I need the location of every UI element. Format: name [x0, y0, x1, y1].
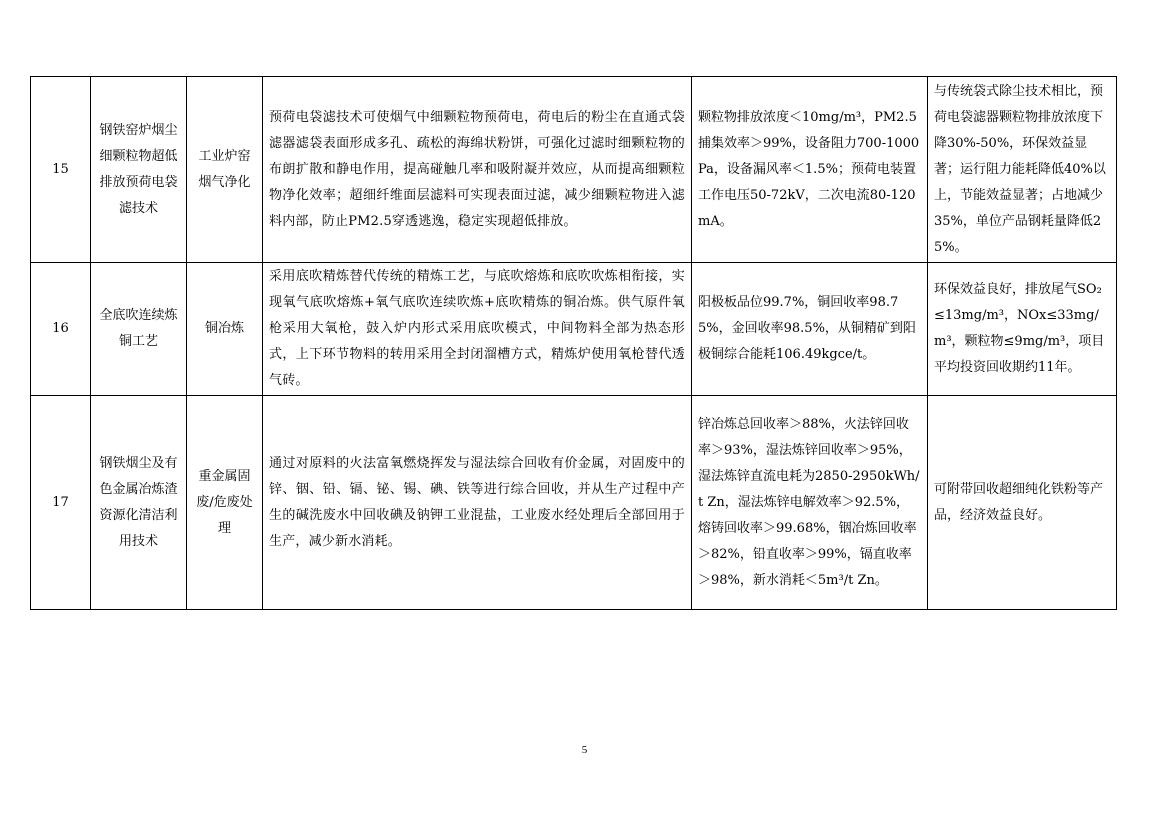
- technical-indicators: 锌冶炼总回收率＞88%，火法锌回收率＞93%，湿法炼锌回收率＞95%，湿法炼锌直流电耗为2850-2950kWh/t Zn，湿法炼锌电解效率＞92.5%，熔铸回收率＞99.68%，铟冶炼回收率＞82%，铅直收率＞99%，镉直收率＞98%，新水消耗＜5m³/t Zn。: [692, 396, 928, 610]
- technology-description: 通过对原料的火法富氧燃烧挥发与湿法综合回收有价金属，对固废中的锌、铟、铅、镉、铋、锡、碘、铁等进行综合回收，并从生产过程中产生的碱洗废水中回收碘及钠钾工业混盐，工业废水经处理后全部回用于生产，减少新水消耗。: [263, 396, 692, 610]
- benefits: 可附带回收超细纯化铁粉等产品，经济效益良好。: [928, 396, 1117, 610]
- industry-category: 工业炉窑烟气净化: [187, 77, 263, 263]
- technology-description: 采用底吹精炼替代传统的精炼工艺，与底吹熔炼和底吹吹炼相衔接，实现氧气底吹熔炼+氧气底吹连续吹炼+底吹精炼的铜冶炼。供气原件氧枪采用大氧枪，鼓入炉内形式采用底吹模式，中间物料全部为热态形式，上下环节物料的转用采用全封闭溜槽方式，精炼炉使用氧枪替代透气砖。: [263, 263, 692, 396]
- technical-indicators: 颗粒物排放浓度＜10mg/m³，PM2.5捕集效率＞99%，设备阻力700-1000Pa，设备漏风率＜1.5%；预荷电装置工作电压50-72kV，二次电流80-120mA。: [692, 77, 928, 263]
- table-row: [31, 396, 1117, 610]
- row-number: 15: [31, 77, 91, 263]
- technology-description: 预荷电袋滤技术可使烟气中细颗粒物预荷电，荷电后的粉尘在直通式袋滤器滤袋表面形成多孔、疏松的海绵状粉饼，可强化过滤时细颗粒物的布朗扩散和静电作用，提高碰触几率和吸附凝并效应，从而提高细颗粒物净化效率；超细纤维面层滤料可实现表面过滤，减少细颗粒物进入滤料内部，防止PM2.5穿透逃逸，稳定实现超低排放。: [263, 77, 692, 263]
- table-row: [31, 263, 1117, 396]
- row-number: 17: [31, 396, 91, 610]
- industry-category: 铜冶炼: [187, 263, 263, 396]
- technology-name: 钢铁窑炉烟尘细颗粒物超低排放预荷电袋滤技术: [91, 77, 187, 263]
- row-number: 16: [31, 263, 91, 396]
- technical-indicators: 阳极板品位99.7%，铜回收率98.75%，金回收率98.5%，从铜精矿到阳极铜综合能耗106.49kgce/t。: [692, 263, 928, 396]
- page-number: 5: [581, 744, 588, 756]
- technology-name: 钢铁烟尘及有色金属冶炼渣资源化清洁利用技术: [91, 396, 187, 610]
- industry-category: 重金属固废/危废处理: [187, 396, 263, 610]
- benefits: 与传统袋式除尘技术相比，预荷电袋滤器颗粒物排放浓度下降30%-50%，环保效益显著；运行阻力能耗降低40%以上，节能效益显著；占地减少35%，单位产品钢耗量降低25%。: [928, 77, 1117, 263]
- benefits: 环保效益良好，排放尾气SO₂≤13mg/m³，NOx≤33mg/m³，颗粒物≤9mg/m³，项目平均投资回收期约11年。: [928, 263, 1117, 396]
- technology-table: [30, 76, 1117, 610]
- table-row: [31, 77, 1117, 263]
- technology-name: 全底吹连续炼铜工艺: [91, 263, 187, 396]
